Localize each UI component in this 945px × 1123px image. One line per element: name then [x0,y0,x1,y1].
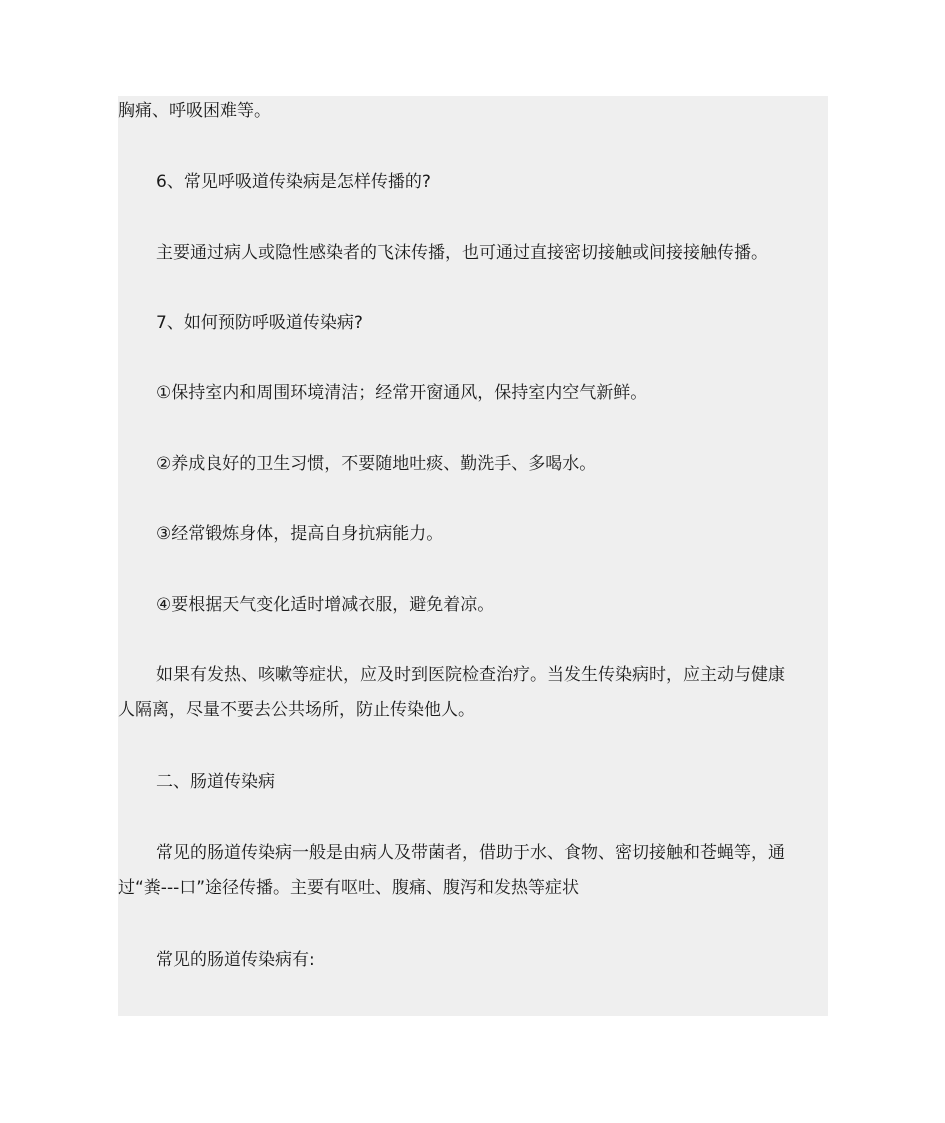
paragraph-tip-4 [118,588,828,623]
section-heading-intestinal [118,765,828,800]
paragraph-line: 如果有发热、咳嗽等症状，应及时到医院检查治疗。当发生传染病时，应主动与健康 [156,665,785,685]
paragraph-line: ③经常锻炼身体，提高自身抗病能力。 [156,524,444,544]
paragraph-tip-1 [118,376,828,411]
paragraph-line: 人隔离，尽量不要去公共场所，防止传染他人。 [118,700,475,720]
paragraph-line: 过“粪---口”途径传播。主要有呕吐、腹痛、腹泻和发热等症状 [118,878,580,898]
paragraph-answer-6 [118,236,828,271]
paragraph-chest-pain [118,94,828,129]
paragraph-tip-2 [118,447,828,482]
paragraph-fever-advice [118,658,828,728]
paragraph-question-7 [118,306,828,341]
paragraph-line: ①保持室内和周围环境清洁；经常开窗通风，保持室内空气新鲜。 [156,383,648,403]
paragraph-line: ②养成良好的卫生习惯，不要随地吐痰、勤洗手、多喝水。 [156,454,597,474]
paragraph-intestinal-intro [118,836,828,906]
paragraph-line: 常见的肠道传染病有: [156,950,315,970]
paragraph-line: 常见的肠道传染病一般是由病人及带菌者，借助于水、食物、密切接触和苍蝇等，通 [156,843,785,863]
paragraph-line: 胸痛、呼吸困难等。 [118,101,271,121]
paragraph-intestinal-list-intro [118,943,828,978]
paragraph-line: 6、常见呼吸道传染病是怎样传播的? [156,172,431,192]
paragraph-tip-3 [118,517,828,552]
paragraph-line: ④要根据天气变化适时增减衣服，避免着凉。 [156,595,495,615]
paragraph-line: 7、如何预防呼吸道传染病? [156,313,363,333]
paragraph-question-6 [118,165,828,200]
paragraph-line: 二、肠道传染病 [156,772,275,792]
document-text-block [118,96,828,1016]
paragraph-line: 主要通过病人或隐性感染者的飞沫传播，也可通过直接密切接触或间接接触传播。 [156,243,768,263]
